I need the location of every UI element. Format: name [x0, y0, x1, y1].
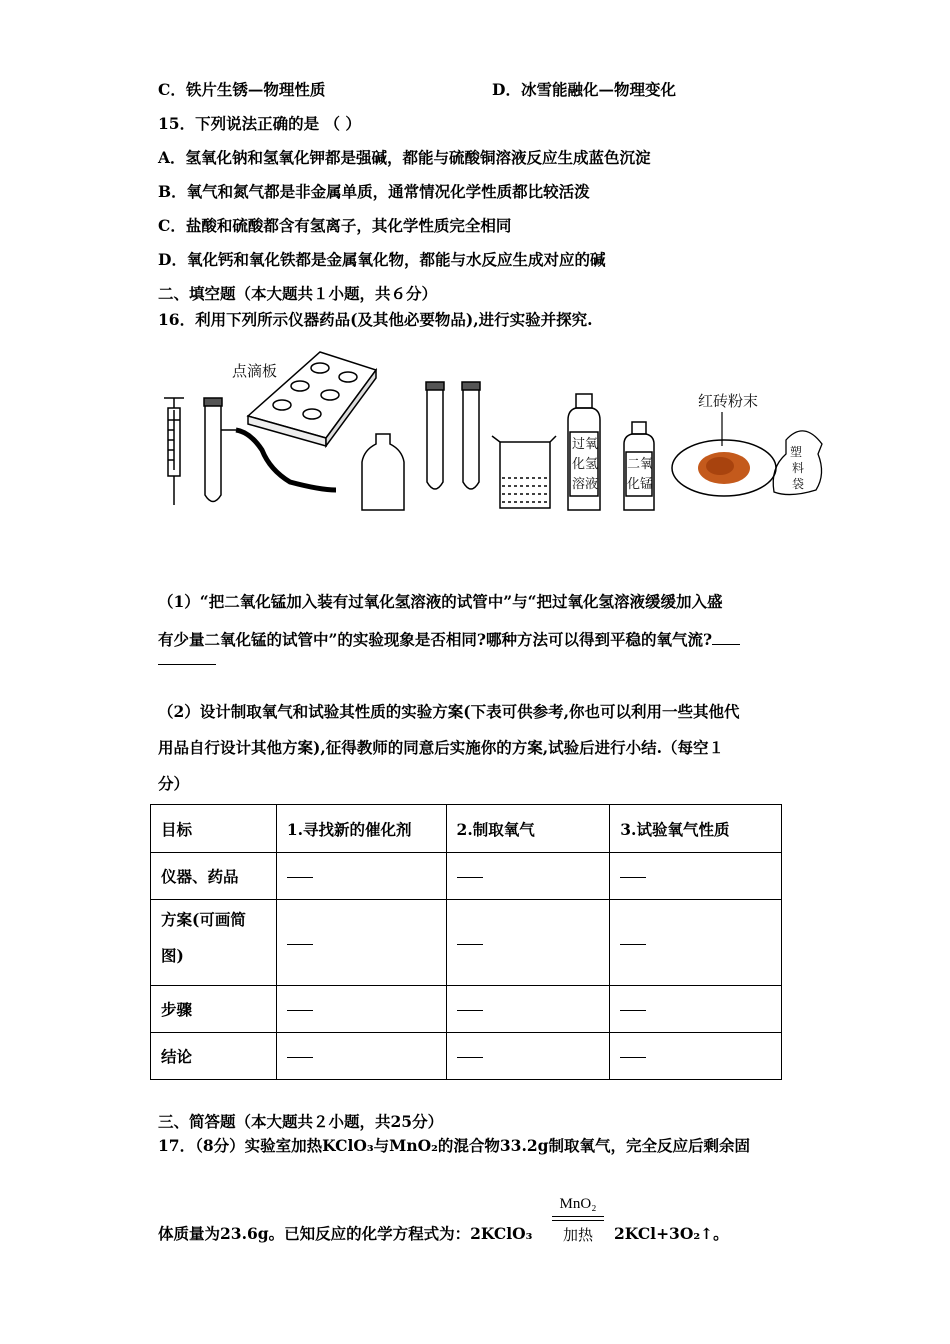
q16-stem: 16．利用下列所示仪器药品(及其他必要物品),进行实验并探究. — [158, 310, 593, 329]
apparatus-figure — [150, 350, 830, 520]
hydrogen-peroxide-bottle-icon — [568, 394, 600, 510]
answer-blank[interactable] — [712, 644, 740, 645]
answer-cell[interactable] — [446, 900, 610, 986]
header-cell: 2.制取氧气 — [446, 805, 610, 853]
answer-cell[interactable] — [446, 1033, 610, 1080]
answer-cell[interactable] — [446, 986, 610, 1033]
header-cell: 目标 — [151, 805, 277, 853]
answer-cell[interactable] — [610, 900, 782, 986]
answer-cell[interactable] — [276, 853, 446, 900]
test-tube-icon — [426, 382, 444, 489]
table-row — [151, 986, 782, 1033]
q15-option-a: A．氢氧化钠和氢氧化钾都是强碱，都能与硫酸铜溶液反应生成蓝色沉淀 — [158, 148, 651, 167]
row-label — [151, 900, 277, 986]
answer-blank[interactable] — [287, 877, 313, 878]
answer-blank[interactable] — [457, 1010, 483, 1011]
q16-part2-line1: （2）设计制取氧气和试验其性质的实验方案(下表可供参考,你也可以利用一些其他代 — [158, 702, 740, 721]
q15-option-d: D．氧化钙和氧化铁都是金属氧化物，都能与水反应生成对应的碱 — [158, 250, 606, 269]
table-header-row — [151, 805, 782, 853]
answer-cell[interactable] — [610, 853, 782, 900]
q16-part2-line2: 用品自行设计其他方案),征得教师的同意后实施你的方案,试验后进行小结.（每空１ — [158, 738, 725, 757]
table-row — [151, 853, 782, 900]
experiment-plan-table — [150, 804, 782, 1080]
table-row — [151, 1033, 782, 1080]
answer-blank[interactable] — [287, 1010, 313, 1011]
row-label: 仪器、药品 — [151, 853, 277, 900]
answer-blank[interactable] — [457, 944, 483, 945]
mno2-label-line1: 二氧 — [627, 457, 654, 472]
bag-text-1: 塑 — [790, 445, 803, 459]
beaker-icon — [492, 436, 556, 508]
answer-cell[interactable] — [610, 986, 782, 1033]
answer-cell[interactable] — [276, 900, 446, 986]
answer-blank[interactable] — [620, 1010, 646, 1011]
answer-blank[interactable] — [287, 1057, 313, 1058]
bag-text-2: 料 — [792, 461, 805, 475]
q15-option-b: B．氧气和氮气都是非金属单质，通常情况化学性质都比较活泼 — [158, 182, 590, 201]
q16-part2-line3: 分） — [158, 774, 190, 793]
header-cell: 1.寻找新的催化剂 — [276, 805, 446, 853]
catalyst-text: MnO₂ — [559, 1196, 597, 1212]
syringe-icon — [164, 398, 184, 505]
answer-cell[interactable] — [276, 986, 446, 1033]
q16-part1-line1: （1）“把二氧化锰加入装有过氧化氢溶液的试管中”与“把过氧化氢溶液缓缓加入盛 — [158, 592, 723, 611]
q15-stem: 15．下列说法正确的是 （ ） — [158, 114, 361, 133]
row-label: 步骤 — [151, 986, 277, 1033]
mno2-label-line2: 化锰 — [627, 477, 654, 492]
test-tube-icon — [462, 382, 480, 489]
section3-heading: 三、简答题（本大题共２小题，共25分） — [158, 1112, 444, 1131]
q17-equation-right: 2KCl+3O₂↑。 — [614, 1224, 729, 1243]
answer-blank[interactable] — [620, 877, 646, 878]
h2o2-label-line2: 化氢 — [572, 457, 599, 472]
table-row — [151, 900, 782, 986]
h2o2-label-line1: 过氧 — [572, 437, 599, 452]
q16-part1-line2 — [158, 628, 740, 650]
answer-cell[interactable] — [610, 1033, 782, 1080]
answer-blank[interactable] — [457, 877, 483, 878]
answer-cell[interactable] — [446, 853, 610, 900]
header-cell: 3.试验氧气性质 — [610, 805, 782, 853]
brick-powder-label: 红砖粉末 — [698, 392, 759, 410]
row-label-line1: 方案(可画简 — [161, 910, 246, 929]
h2o2-label-line3: 溶液 — [572, 477, 599, 492]
q15-option-c: C．盐酸和硫酸都含有氢离子，其化学性质完全相同 — [158, 216, 512, 235]
brick-powder-shade — [706, 457, 734, 475]
reaction-condition — [548, 1196, 608, 1245]
q14-option-c: C．铁片生锈—物理性质 — [158, 80, 326, 99]
drop-plate-label: 点滴板 — [232, 362, 278, 380]
answer-blank-continued[interactable] — [158, 664, 216, 665]
section2-heading: 二、填空题（本大题共１小题，共６分） — [158, 284, 438, 303]
answer-blank[interactable] — [620, 944, 646, 945]
answer-cell[interactable] — [276, 1033, 446, 1080]
q14-option-d: D．冰雪能融化—物理变化 — [492, 80, 676, 99]
answer-blank[interactable] — [287, 944, 313, 945]
condition-text: 加热 — [562, 1228, 593, 1244]
bag-text-3: 袋 — [792, 477, 805, 491]
answer-blank[interactable] — [457, 1057, 483, 1058]
equals-sign — [552, 1216, 604, 1221]
q16-part1-text: 有少量二氧化锰的试管中”的实验现象是否相同?哪种方法可以得到平稳的氧气流? — [158, 630, 713, 649]
q17-equation-left: 体质量为23.6g。已知反应的化学方程式为：2KClO₃ — [158, 1224, 533, 1243]
row-label-line2: 图) — [161, 946, 184, 965]
answer-blank[interactable] — [620, 1057, 646, 1058]
row-label: 结论 — [151, 1033, 277, 1080]
gas-bottle-icon — [362, 434, 404, 510]
q17-line1: 17．（8分）实验室加热KClO₃与MnO₂的混合物33.2g制取氧气，完全反应后剩余固 — [158, 1136, 750, 1155]
